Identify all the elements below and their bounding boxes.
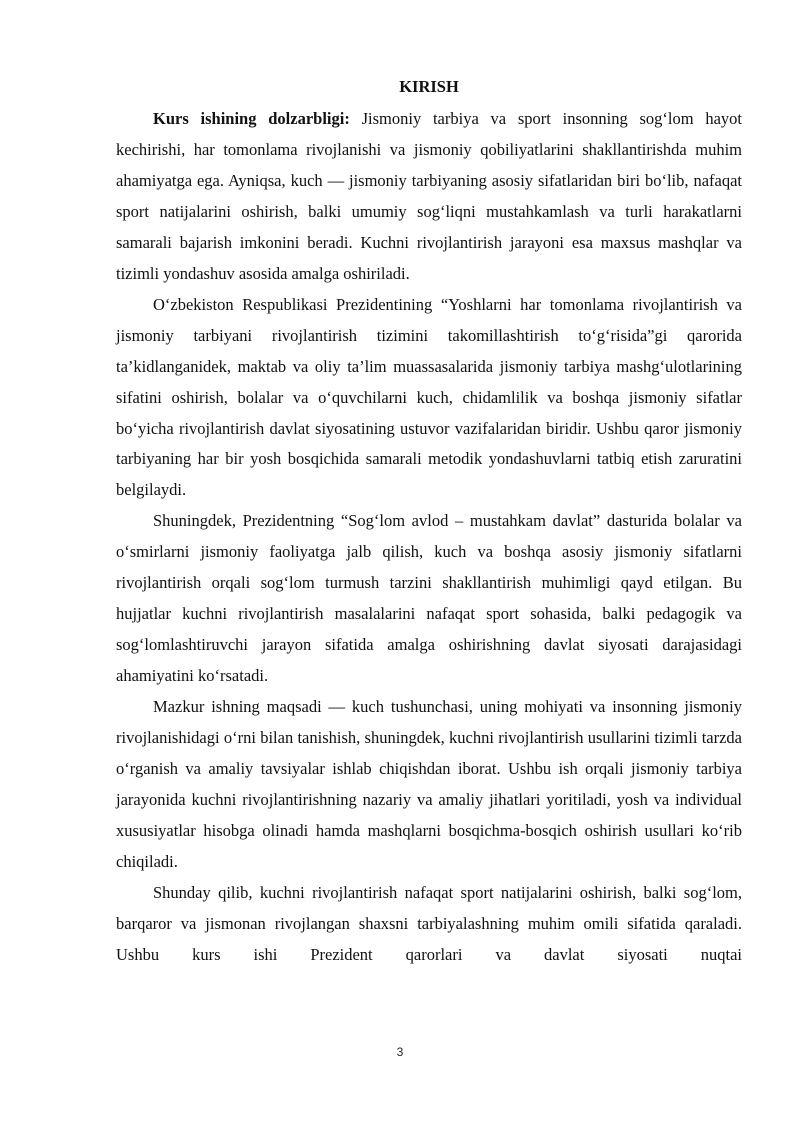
paragraph-relevance xyxy=(116,104,742,290)
section-title: KIRISH xyxy=(399,77,459,96)
paragraph-text: Mazkur ishning maqsadi — kuch tushunchasi, uning mohiyati va insonning jismoniy rivojlanishidagi o‘rni bilan tanishish, shuningdek, kuchni rivojlantirish usullarini tizimli tarzda o‘rganish va amaliy tavsiyalar ishlab chiqishdan iborat. Ushbu ish orqali jismoniy tarbiya jarayonida kuchni rivojlantirishning nazariy va amaliy jihatlari yoritiladi, yosh va individual xususiyatlar hisobga olinadi hamda mashqlarni bosqichma-bosqich oshirish usullari ko‘rib chiqiladi. xyxy=(116,697,742,871)
paragraph-presidential-decree xyxy=(116,290,742,507)
paragraph-healthy-generation xyxy=(116,506,742,692)
paragraph-text: Jismoniy tarbiya va sport insonning sog‘lom hayot kechirishi, har tomonlama rivojlanishi va jismoniy qobiliyatlarini shakllantirishda muhim ahamiyatga ega. Ayniqsa, kuch — jismoniy tarbiyaning asosiy sifatlaridan biri bo‘lib, nafaqat sport natijalarini oshirish, balki umumiy sog‘liqni mustahkamlash va turli harakatlarni samarali bajarish imkonini beradi. Kuchni rivojlantirish jarayoni esa maxsus mashqlar va tizimli yondashuv asosida amalga oshiriladi. xyxy=(116,109,742,283)
page-number: 3 xyxy=(396,1045,404,1059)
document-page xyxy=(116,76,742,971)
paragraph-text: Shuningdek, Prezidentning “Sog‘lom avlod – mustahkam davlat” dasturida bolalar va o‘smirlarni jismoniy faoliyatga jalb qilish, kuch va boshqa asosiy jismoniy sifatlarni rivojlantirish orqali sog‘lom turmush tarzini shakllantirish muhimligi qayd etilgan. Bu hujjatlar kuchni rivojlantirish masalalarini nafaqat sport sohasida, balki pedagogik va sog‘lomlashtiruvchi jarayon sifatida amalga oshirishning davlat siyosati darajasidagi ahamiyatini ko‘rsatadi. xyxy=(116,511,742,686)
paragraph-goal xyxy=(116,692,742,878)
paragraph-lead: Kurs ishining dolzarbligi: xyxy=(153,109,350,128)
paragraph-text: Shunday qilib, kuchni rivojlantirish nafaqat sport natijalarini oshirish, balki sog‘lom, barqaror va jismonan rivojlangan shaxsni tarbiyalashning muhim omili sifatida qaraladi. Ushbu kurs ishi Prezident qarorlari va davlat siyosati nuqtai xyxy=(116,882,742,964)
paragraph-text: O‘zbekiston Respublikasi Prezidentining “Yoshlarni har tomonlama rivojlantirish va jismoniy tarbiyani rivojlantirish tizimini takomillashtirish to‘g‘risida”gi qarorida ta’kidlanganidek, maktab va oliy ta’lim muassasalarida jismoniy tarbiya mashg‘ulotlarining sifatini oshirish, bolalar va o‘quvchilarni kuch, chidamlilik va boshqa jismoniy sifatlar bo‘yicha rivojlantirish davlat siyosatining ustuvor vazifalaridan biridir. Ushbu qaror jismoniy tarbiyaning har bir yosh bosqichida samarali metodik yondashuvlarni tatbiq etish zaruratini belgilaydi. xyxy=(116,294,742,500)
paragraph-conclusion xyxy=(116,878,742,971)
